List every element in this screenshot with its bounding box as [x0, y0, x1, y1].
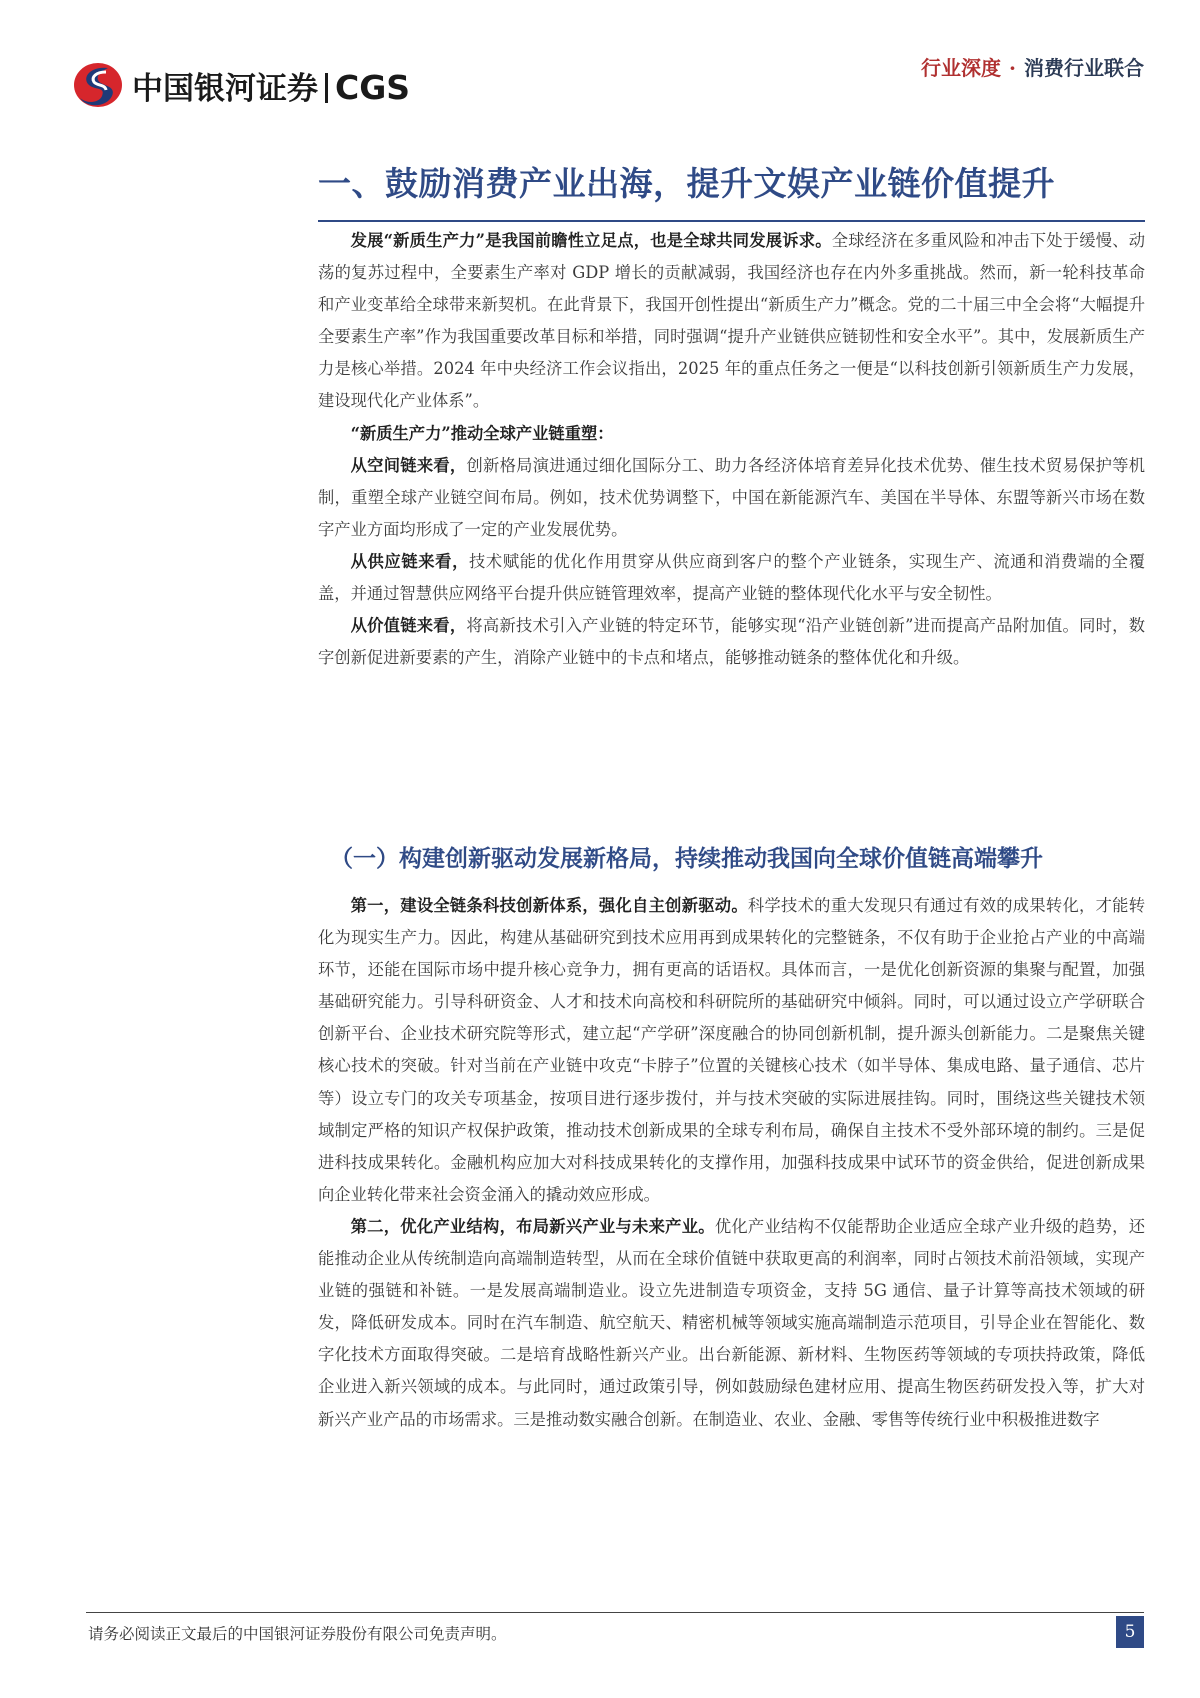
paragraph-body: 科学技术的重大发现只有通过有效的成果转化，才能转化为现实生产力。因此，构建从基础研究到技术应用再到成果转化的完整链条，不仅有助于企业抢占产业的中高端环节，还能在国际市场中提升核心竞争力，拥有更高的话语权。具体而言，一是优化创新资源的集聚与配置，加强基础研究能力。引导科研资金、人才和技术向高校和科研院所的基础研究中倾斜。同时，可以通过设立产学研联合创新平台、企业技术研究院等形式，建立起“产学研”深度融合的协同创新机制，提升源头创新能力。二是聚焦关键核心技术的突破。针对当前在产业链中攻克“卡脖子”位置的关键核心技术（如半导体、集成电路、量子通信、芯片等）设立专门的攻关专项基金，按项目进行逐步拨付，并与技术突破的实际进展挂钩。同时，围绕这些关键技术领域制定严格的知识产权保护政策，推动技术创新成果的全球专利布局，确保自主技术不受外部环境的制约。三是促进科技成果转化。金融机构应加大对科技成果转化的支撑作用，加强科技成果中试环节的资金供给，促进创新成果向企业转化带来社会资金涌入的撬动效应形成。	[318, 896, 1145, 1204]
paragraph-lead: 第二，优化产业结构，布局新兴产业与未来产业。	[350, 1216, 715, 1236]
tag-separator: ·	[1009, 56, 1016, 80]
report-category	[921, 52, 1144, 81]
paragraph	[318, 546, 1145, 610]
report-type-label: 行业深度	[921, 56, 1002, 80]
paragraph	[318, 890, 1145, 1211]
paragraph-body: 创新格局演进通过细化国际分工、助力各经济体培育差异化技术优势、催生技术贸易保护等机制，重塑全球产业链空间布局。例如，技术优势调整下，中国在新能源汽车、美国在半导体、东盟等新兴市场在数字产业方面均形成了一定的产业发展优势。	[318, 455, 1145, 539]
chain-subheading: “新质生产力”推动全球产业链重塑：	[350, 423, 614, 443]
measures-block	[318, 890, 1145, 1436]
paragraph-body: 全球经济在多重风险和冲击下处于缓慢、动荡的复苏过程中，全要素生产率对 GDP 增长的贡献减弱，我国经济也存在内外多重挑战。然而，新一轮科技革命和产业变革给全球带来新契机。在此背景下，我国开创性提出“新质生产力”概念。党的二十届三中全会将“大幅提升全要素生产率”作为我国重要改革目标和举措，同时强调“提升产业链供应链韧性和安全水平”。其中，发展新质生产力是核心举措。2024 年中央经济工作会议指出，2025 年的重点任务之一便是“以科技创新引领新质生产力发展，建设现代化产业体系”。	[318, 231, 1145, 411]
paragraph-lead: 从价值链来看，	[350, 616, 467, 636]
paragraph-body: 将高新技术引入产业链的特定环节，能够实现“沿产业链创新”进而提高产品附加值。同时，数字创新促进新要素的产生，消除产业链中的卡点和堵点，能够推动链条的整体优化和升级。	[318, 616, 1145, 668]
brand-logo	[72, 60, 410, 110]
page-number: 5	[1116, 1616, 1144, 1648]
paragraph-lead: 从空间链来看，	[350, 455, 467, 475]
paragraph	[318, 1211, 1145, 1436]
paragraph-body: 优化产业结构不仅能帮助企业适应全球产业升级的趋势，还能推动企业从传统制造向高端制造转型，从而在全球价值链中获取更高的利润率，同时占领技术前沿领域，实现产业链的强链和补链。一是发展高端制造业。设立先进制造专项资金，支持 5G 通信、量子计算等高技术领域的研发，降低研发成本。同时在汽车制造、航空航天、精密机械等领域实施高端制造示范项目，引导企业在智能化、数字化技术方面取得突破。二是培育战略性新兴产业。出台新能源、新材料、生物医药等领域的专项扶持政策，降低企业进入新兴领域的成本。与此同时，通过政策引导，例如鼓励绿色建材应用、提高生物医药研发投入等，扩大对新兴产业产品的市场需求。三是推动数实融合创新。在制造业、农业、金融、零售等传统行业中积极推进数字	[318, 1216, 1145, 1429]
industry-label: 消费行业联合	[1024, 56, 1144, 80]
cgs-logo-icon	[72, 60, 124, 110]
brand-abbrev: CGS	[335, 67, 411, 107]
section-title: 一、鼓励消费产业出海，提升文娱产业链价值提升	[318, 164, 1055, 203]
section-title-rule	[318, 220, 1145, 222]
paragraph	[318, 450, 1145, 546]
paragraph-lead: 从供应链来看，	[350, 551, 470, 571]
paragraph	[318, 225, 1145, 418]
subsection-title: （一）构建创新驱动发展新格局，持续推动我国向全球价值链高端攀升	[330, 845, 1043, 872]
brand-name: 中国银河证券 CGS	[132, 67, 411, 107]
intro-block	[318, 225, 1145, 674]
paragraph-lead: 发展“新质生产力”是我国前瞻性立足点，也是全球共同发展诉求。	[350, 231, 832, 250]
paragraph	[318, 610, 1145, 674]
brand-divider	[325, 73, 328, 103]
footer-disclaimer: 请务必阅读正文最后的中国银河证券股份有限公司免责声明。	[88, 1625, 507, 1643]
paragraph-lead: 第一，建设全链条科技创新体系，强化自主创新驱动。	[350, 896, 748, 915]
paragraph-body: 技术赋能的优化作用贯穿从供应商到客户的整个产业链条，实现生产、流通和消费端的全覆盖，并通过智慧供应网络平台提升供应链管理效率，提高产业链的整体现代化水平与安全韧性。	[318, 551, 1145, 604]
footer-rule	[86, 1612, 1144, 1613]
